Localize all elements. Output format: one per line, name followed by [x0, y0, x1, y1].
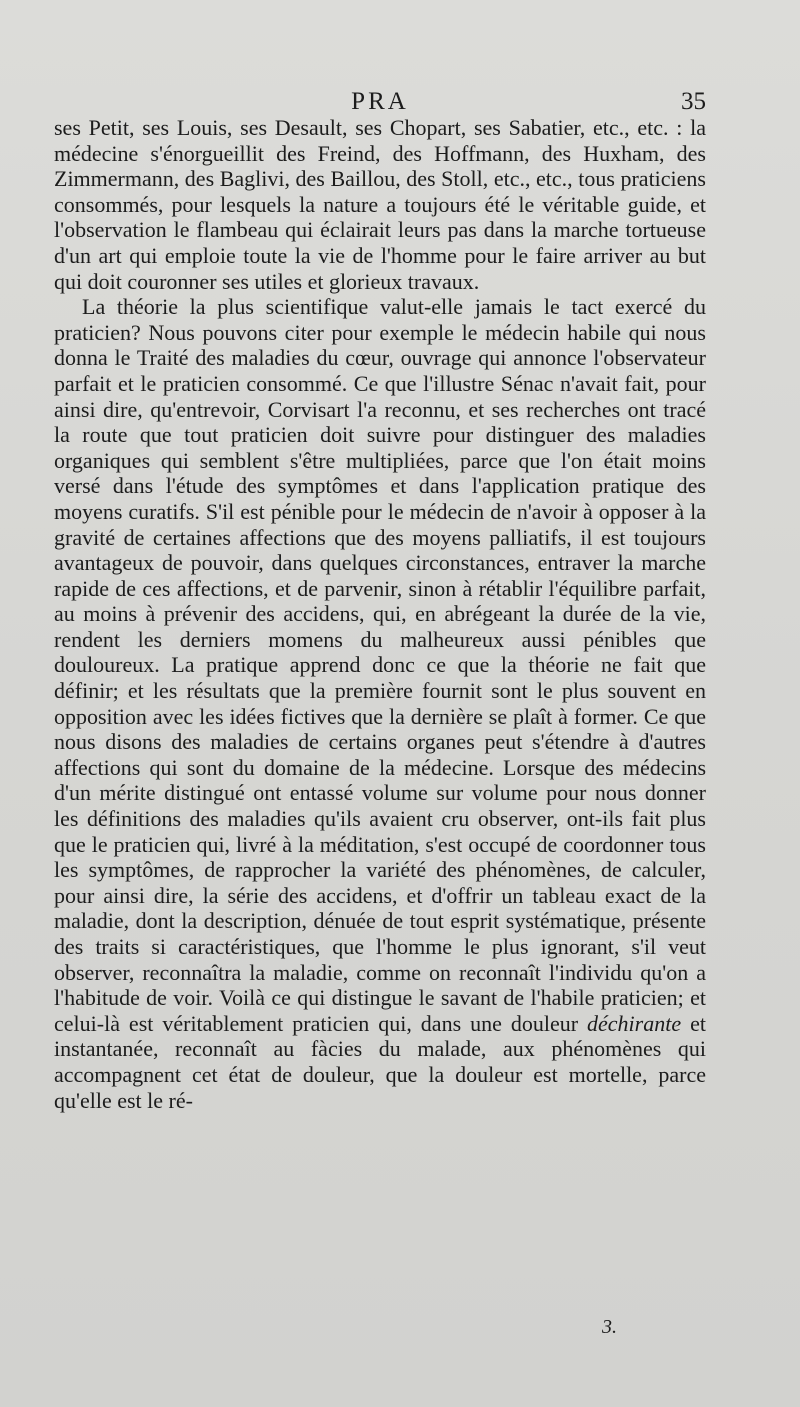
- paragraph-2-text-after: et instantanée, reconnaît au fàcies du malade, aux phénomènes qui accompagnent cet état de douleur, que la douleur est mortelle, parce qu'elle est le ré-: [54, 1010, 706, 1113]
- paragraph-2: [54, 294, 706, 1113]
- paragraph-2-text-before: La théorie la plus scientifique valut-elle jamais le tact exercé du praticien? Nous pouvons citer pour exemple le médecin habile qui nous donna le Traité des maladies du cœur, ouvrage qui annonce l'observateur parfait et le praticien consommé. Ce que l'illustre Sénac n'avait fait, pour ainsi dire, qu'entrevoir, Corvisart l'a reconnu, et ses recherches ont tracé la route que tout praticien doit suivre pour distinguer des maladies organiques qui semblent s'être multipliées, parce que l'on était moins versé dans l'étude des symptômes et dans l'application pratique des moyens curatifs. S'il est pénible pour le médecin de n'avoir à opposer à la gravité de certaines affections que des moyens palliatifs, il est toujours avantageux de pouvoir, dans quelques circonstances, entraver la marche rapide de ces affections, et de parvenir, sinon à rétablir l'équilibre parfait, au moins à prévenir des accidens, qui, en abrégeant la durée de la vie, rendent les derniers momens du malheureux aussi pénibles que douloureux. La pratique apprend donc ce que la théorie ne fait que définir; et les résultats que la première fournit sont le plus souvent en opposition avec les idées fictives que la dernière se plaît à former. Ce que nous disons des maladies de certains organes peut s'étendre à d'autres affections qui sont du domaine de la médecine. Lorsque des médecins d'un mérite distingué ont entassé volume sur volume pour nous donner les définitions des maladies qu'ils avaient cru observer, ont-ils fait plus que le praticien qui, livré à la méditation, s'est occupé de coordonner tous les symptômes, de rapprocher la variété des phénomènes, de calculer, pour ainsi dire, la série des accidens, et d'offrir un tableau exact de la maladie, dont la description, dénuée de tout esprit systématique, présente des traits si caractéristiques, que l'homme le plus ignorant, s'il veut observer, reconnaîtra la maladie, comme on reconnaît l'individu qu'on a l'habitude de voir. Voilà ce qui distingue le savant de l'habile praticien; et celui-là est véritablement praticien qui, dans une douleur: [54, 294, 706, 1036]
- running-head: PRA: [351, 88, 409, 115]
- paragraph-1: ses Petit, ses Louis, ses Desault, ses Chopart, ses Sabatier, etc., etc. : la médecine s'énorgueillit des Freind, des Hoffmann, des Huxham, des Zimmermann, des Baglivi, des Baillou, des Stoll, etc., etc., tous praticiens consommés, pour lesquels la nature a toujours été le véritable guide, et l'observation le flambeau qui éclairait leurs pas dans la marche tortueuse d'un art qui emploie toute la vie de l'homme pour le faire arriver au but qui doit couronner ses utiles et glorieux travaux.: [54, 115, 706, 294]
- emphasized-word: déchirante: [587, 1010, 682, 1036]
- page-header: [54, 80, 706, 120]
- body-text: [54, 115, 706, 1113]
- page-number: 35: [681, 88, 706, 115]
- signature-mark: 3.: [602, 1316, 617, 1338]
